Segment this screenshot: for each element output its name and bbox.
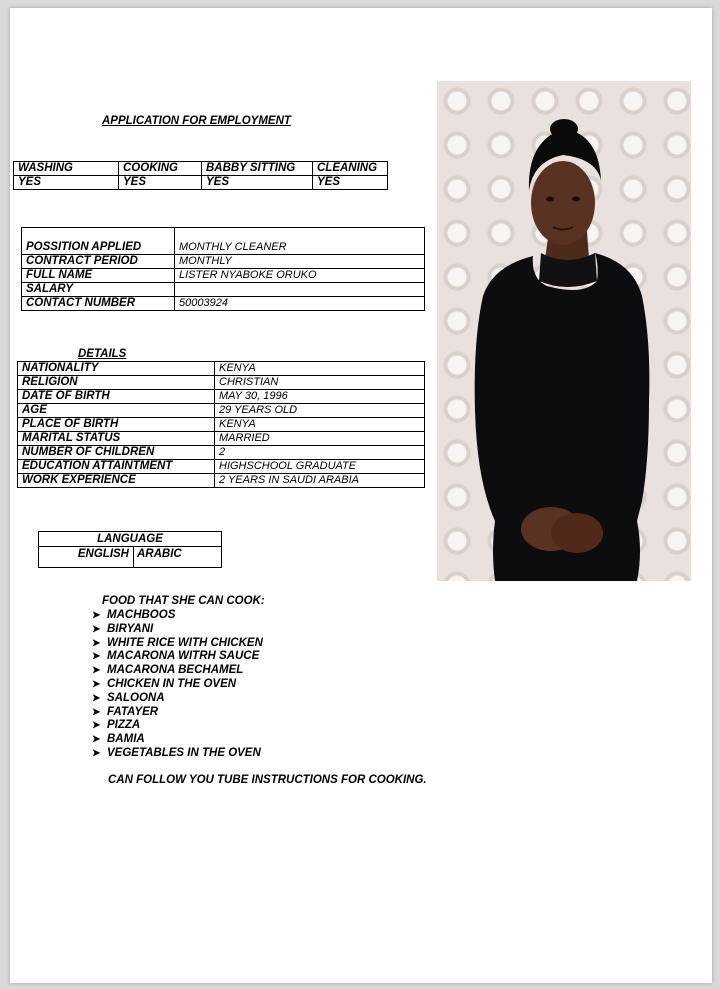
- details-label: AGE: [18, 404, 215, 418]
- arrow-bullet-icon: ➤: [92, 665, 101, 677]
- language-heading: LANGUAGE: [38, 531, 222, 547]
- details-row: [18, 460, 425, 474]
- details-table: [17, 361, 425, 488]
- list-item: [92, 706, 263, 720]
- skill-header: WASHING: [14, 162, 119, 176]
- details-row: [18, 418, 425, 432]
- list-item: [92, 650, 263, 664]
- food-item: PIZZA: [107, 719, 141, 732]
- details-label: RELIGION: [18, 376, 215, 390]
- food-list: [92, 609, 263, 761]
- details-row: [18, 376, 425, 390]
- language-row: [38, 547, 222, 568]
- details-label: PLACE OF BIRTH: [18, 418, 215, 432]
- food-item: VEGETABLES IN THE OVEN: [107, 746, 261, 759]
- food-item: MACARONA BECHAMEL: [107, 664, 244, 677]
- list-item: [92, 637, 263, 651]
- arrow-bullet-icon: ➤: [92, 637, 101, 649]
- details-value: MAY 30, 1996: [215, 390, 425, 404]
- details-label: DATE OF BIRTH: [18, 390, 215, 404]
- food-item: BAMIA: [107, 733, 145, 746]
- position-value: 50003924: [175, 297, 425, 311]
- list-item: [92, 623, 263, 637]
- arrow-bullet-icon: ➤: [92, 678, 101, 690]
- skills-table: [13, 161, 388, 190]
- hair-bun: [550, 119, 578, 139]
- details-value: CHRISTIAN: [215, 376, 425, 390]
- applicant-figure: [437, 81, 691, 581]
- list-item: [92, 719, 263, 733]
- food-item: FATAYER: [107, 705, 159, 718]
- details-value: 29 YEARS OLD: [215, 404, 425, 418]
- arrow-bullet-icon: ➤: [92, 747, 101, 759]
- details-value: MARRIED: [215, 432, 425, 446]
- skills-value-row: [14, 176, 388, 190]
- details-label: NATIONALITY: [18, 362, 215, 376]
- cooking-note: CAN FOLLOW YOU TUBE INSTRUCTIONS FOR COOKING.: [108, 774, 427, 786]
- details-row: [18, 390, 425, 404]
- skill-header: COOKING: [119, 162, 202, 176]
- skill-value: YES: [202, 176, 313, 190]
- details-row: [18, 362, 425, 376]
- list-item: [92, 747, 263, 761]
- arrow-bullet-icon: ➤: [92, 706, 101, 718]
- food-item: BIRYANI: [107, 622, 154, 635]
- position-label: FULL NAME: [22, 269, 175, 283]
- skill-header: BABBY SITTING: [202, 162, 313, 176]
- arrow-bullet-icon: ➤: [92, 720, 101, 732]
- language-table: [38, 531, 222, 568]
- position-value: MONTHLY: [175, 255, 425, 269]
- position-row: [22, 228, 425, 255]
- position-label: CONTRACT PERIOD: [22, 255, 175, 269]
- position-label: POSSITION APPLIED: [22, 228, 175, 255]
- arrow-bullet-icon: ➤: [92, 651, 101, 663]
- skill-value: YES: [119, 176, 202, 190]
- details-label: NUMBER OF CHILDREN: [18, 446, 215, 460]
- position-label: CONTACT NUMBER: [22, 297, 175, 311]
- position-label: SALARY: [22, 283, 175, 297]
- language-item: ARABIC: [137, 548, 182, 560]
- food-item: SALOONA: [107, 691, 165, 704]
- details-row: [18, 446, 425, 460]
- details-value: KENYA: [215, 418, 425, 432]
- details-value: 2 YEARS IN SAUDI ARABIA: [215, 474, 425, 488]
- position-row: [22, 283, 425, 297]
- details-value: KENYA: [215, 362, 425, 376]
- skill-header: CLEANING: [313, 162, 388, 176]
- details-heading: DETAILS: [78, 348, 127, 360]
- details-label: WORK EXPERIENCE: [18, 474, 215, 488]
- details-row: [18, 432, 425, 446]
- face-shape: [531, 161, 595, 245]
- applicant-photo: [437, 81, 691, 581]
- details-value: HIGHSCHOOL GRADUATE: [215, 460, 425, 474]
- arrow-bullet-icon: ➤: [92, 610, 101, 621]
- position-row: [22, 269, 425, 283]
- details-row: [18, 474, 425, 488]
- list-item: [92, 609, 263, 623]
- arrow-bullet-icon: ➤: [92, 734, 101, 746]
- food-item: WHITE RICE WITH CHICKEN: [107, 636, 263, 649]
- food-item: CHICKEN IN THE OVEN: [107, 677, 237, 690]
- details-label: EDUCATION ATTAINTMENT: [18, 460, 215, 474]
- list-item: [92, 692, 263, 706]
- document-title: APPLICATION FOR EMPLOYMENT: [102, 115, 291, 127]
- details-row: [18, 404, 425, 418]
- position-value: LISTER NYABOKE ORUKO: [175, 269, 425, 283]
- arrow-bullet-icon: ➤: [92, 623, 101, 635]
- list-item: [92, 664, 263, 678]
- food-item: MACARONA WITRH SAUCE: [107, 650, 260, 663]
- position-table: [21, 227, 425, 311]
- skills-header-row: [14, 162, 388, 176]
- list-item: [92, 678, 263, 692]
- details-label: MARITAL STATUS: [18, 432, 215, 446]
- position-row: [22, 255, 425, 269]
- position-value: [175, 283, 425, 297]
- arrow-bullet-icon: ➤: [92, 692, 101, 704]
- food-item: MACHBOOS: [107, 609, 176, 621]
- position-row: [22, 297, 425, 311]
- language-item: ENGLISH: [39, 547, 134, 567]
- skill-value: YES: [313, 176, 388, 190]
- position-value: MONTHLY CLEANER: [175, 228, 425, 255]
- food-heading: FOOD THAT SHE CAN COOK:: [102, 595, 265, 607]
- skill-value: YES: [14, 176, 119, 190]
- details-value: 2: [215, 446, 425, 460]
- list-item: [92, 733, 263, 747]
